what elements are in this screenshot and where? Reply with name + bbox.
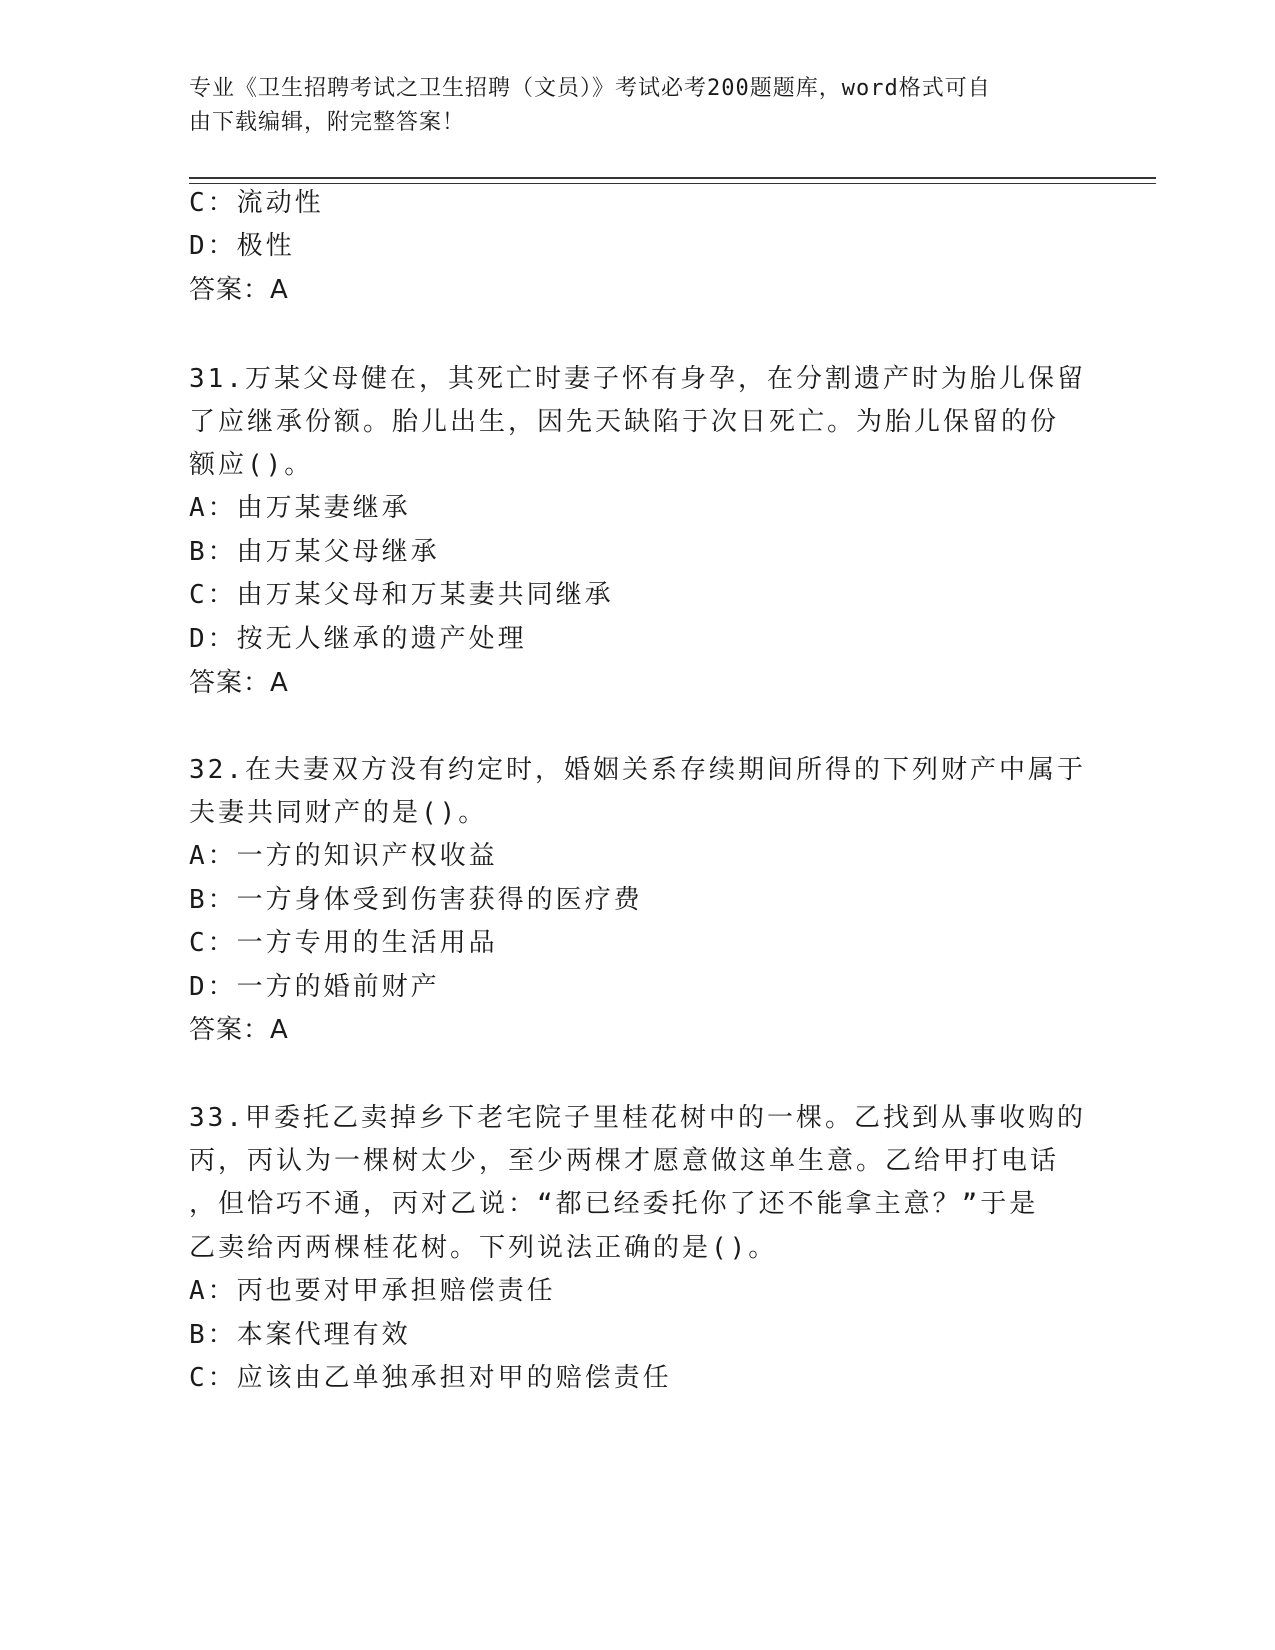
q32-option-b: B：一方身体受到伤害获得的医疗费: [189, 885, 643, 915]
header-divider-thick: [189, 177, 1156, 179]
q31-option-b: B：由万某父母继承: [189, 537, 440, 567]
q31-text-line-2: 了应继承份额。胎儿出生，因先天缺陷于次日死亡。为胎儿保留的份: [189, 407, 1060, 437]
q33-text-line-2: 丙，丙认为一棵树太少，至少两棵才愿意做这单生意。乙给甲打电话: [189, 1146, 1060, 1176]
q33-option-a: A：丙也要对甲承担赔偿责任: [189, 1276, 556, 1306]
q31-text-line-1: 31.万某父母健在，其死亡时妻子怀有身孕，在分割遗产时为胎儿保留: [189, 364, 1086, 394]
q32-answer: 答案：A: [189, 1015, 289, 1045]
q33-text-line-1: 33.甲委托乙卖掉乡下老宅院子里桂花树中的一棵。乙找到从事收购的: [189, 1103, 1086, 1133]
q31-option-d: D：按无人继承的遗产处理: [189, 624, 527, 654]
header-divider-thin: [189, 183, 1156, 184]
q33-text-line-3: ，但恰巧不通，丙对乙说：“都已经委托你了还不能拿主意？”于是: [189, 1189, 1039, 1219]
header-line-1: 专业《卫生招聘考试之卫生招聘（文员）》考试必考200题题库，word格式可自: [189, 76, 991, 101]
q31-answer: 答案：A: [189, 668, 289, 698]
q33-option-b: B：本案代理有效: [189, 1320, 411, 1350]
prev-answer: 答案：A: [189, 275, 289, 305]
q32-text-line-2: 夫妻共同财产的是()。: [189, 798, 488, 828]
q32-option-d: D：一方的婚前财产: [189, 972, 440, 1002]
document-header: [189, 72, 1069, 140]
q33-text-line-4: 乙卖给丙两棵桂花树。下列说法正确的是()。: [189, 1233, 778, 1263]
q31-option-a: A：由万某妻继承: [189, 493, 411, 523]
q32-option-a: A：一方的知识产权收益: [189, 841, 498, 871]
prev-option-c: C：流动性: [189, 188, 324, 218]
q31-text-line-3: 额应()。: [189, 450, 314, 480]
q32-option-c: C：一方专用的生活用品: [189, 928, 498, 958]
q32-text-line-1: 32.在夫妻双方没有约定时，婚姻关系存续期间所得的下列财产中属于: [189, 755, 1086, 785]
q31-option-c: C：由万某父母和万某妻共同继承: [189, 580, 614, 610]
header-line-2: 由下载编辑，附完整答案！: [189, 110, 466, 135]
prev-option-d: D：极性: [189, 231, 295, 261]
q33-option-c: C：应该由乙单独承担对甲的赔偿责任: [189, 1363, 672, 1393]
